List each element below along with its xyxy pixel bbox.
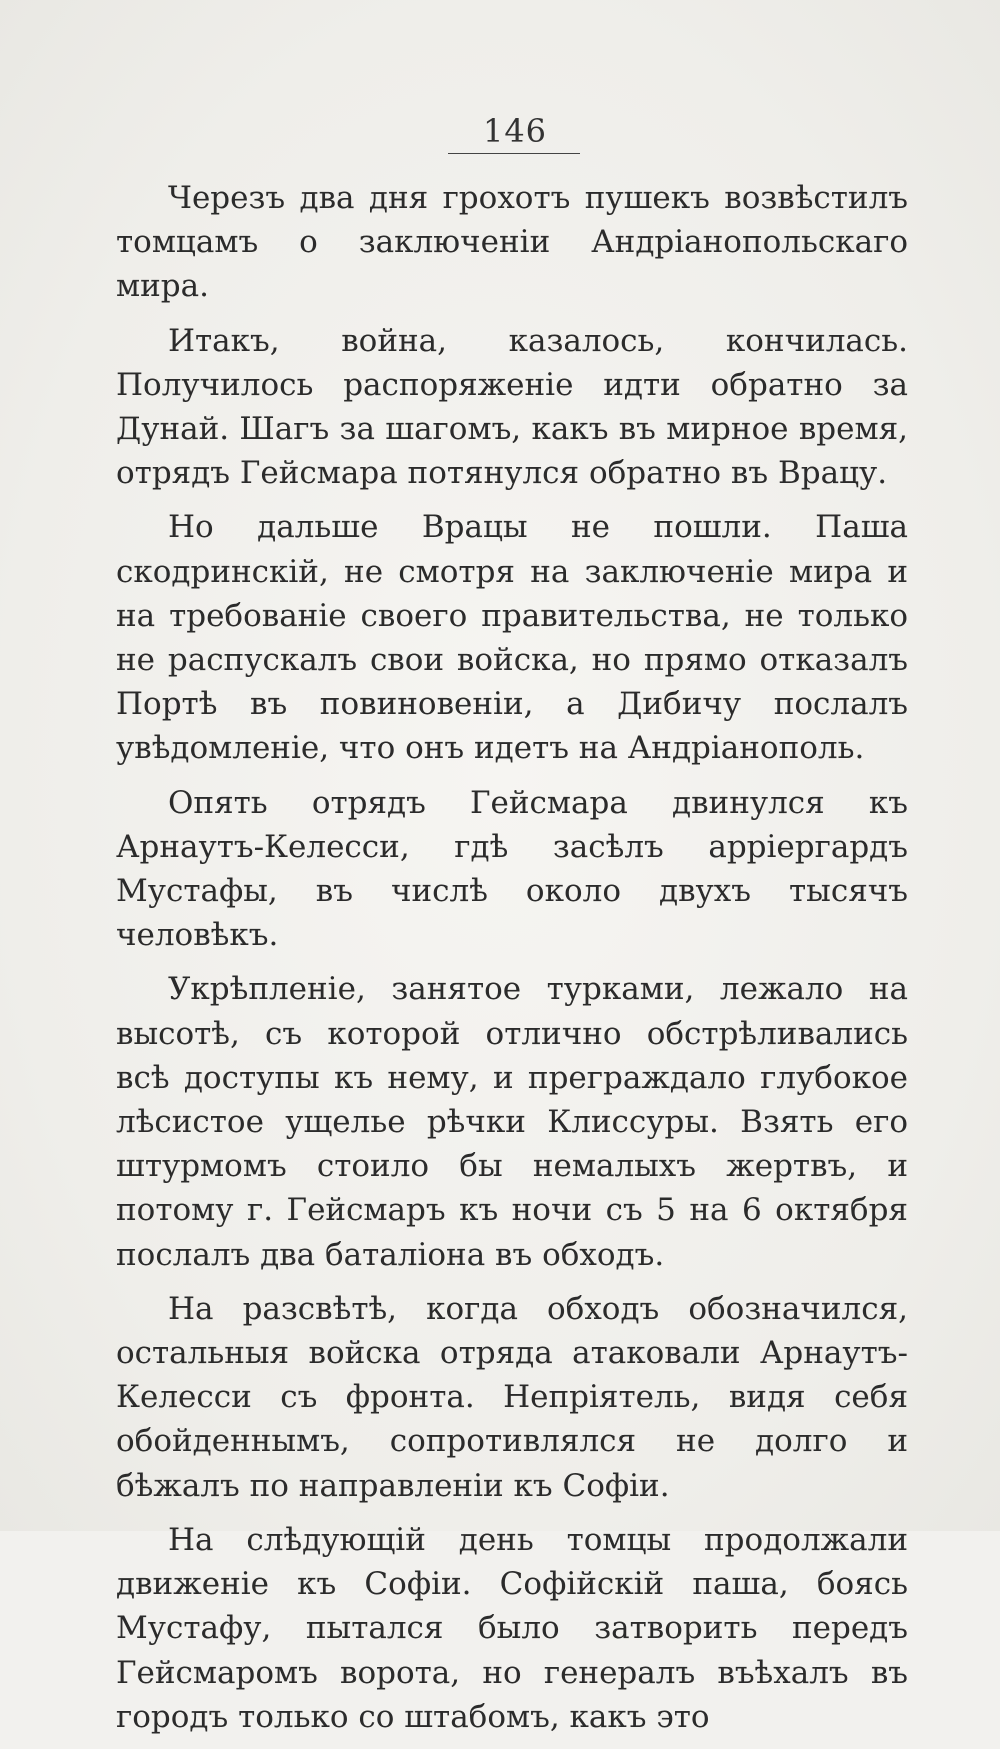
page-number-rule xyxy=(448,153,580,154)
paragraph-5: Укрѣпленіе, занятое турками, лежало на высотѣ, съ которой отлично обстрѣливались всѣ доступы къ нему, и преграждало глубокое лѣсистое ущелье рѣчки Клиссуры. Взять его штурмомъ стоило бы немалыхъ жертвъ, и потому г. Гейсмаръ къ ночи съ 5 на 6 октября послалъ два баталіона въ обходъ. xyxy=(116,971,908,1273)
paragraph-4: Опять отрядъ Гейсмара двинулся къ Арнаутъ-Келесси, гдѣ засѣлъ арріергардъ Мустафы, въ числѣ около двухъ тысячъ человѣкъ. xyxy=(116,784,908,954)
paragraph-3: Но дальше Врацы не пошли. Паша скодринскій, не смотря на заключеніе мира и на требованіе своего правительства, не только не распускалъ свои войска, но прямо отказалъ Портѣ въ повиновеніи, а Дибичу послалъ увѣдомленіе, что онъ идетъ на Андріанополь. xyxy=(116,509,908,767)
paragraph-1: Черезъ два дня грохотъ пушекъ возвѣстилъ томцамъ о заключеніи Андріанопольскаго мира. xyxy=(116,180,908,305)
paragraph-7: На слѣдующій день томцы продолжали движеніе къ Софіи. Софійскій паша, боясь Мустафу, пытался было затворить передъ Гейсмаромъ ворота, но генералъ въѣхалъ въ городъ только со штабомъ, какъ это xyxy=(116,1521,908,1735)
body-text xyxy=(116,176,908,1749)
page-number: 146 xyxy=(482,112,548,150)
paragraph-6: На разсвѣтѣ, когда обходъ обозначился, остальныя войска отряда атаковали Арнаутъ-Келесси съ фронта. Непріятель, видя себя обойденнымъ, сопротивлялся не долго и бѣжалъ по направленіи къ Софіи. xyxy=(116,1290,908,1504)
paragraph-2: Итакъ, война, казалось, кончилась. Получилось распоряженіе идти обратно за Дунай. Шагъ за шагомъ, какъ въ мирное время, отрядъ Гейсмара потянулся обратно въ Врацу. xyxy=(116,322,908,492)
